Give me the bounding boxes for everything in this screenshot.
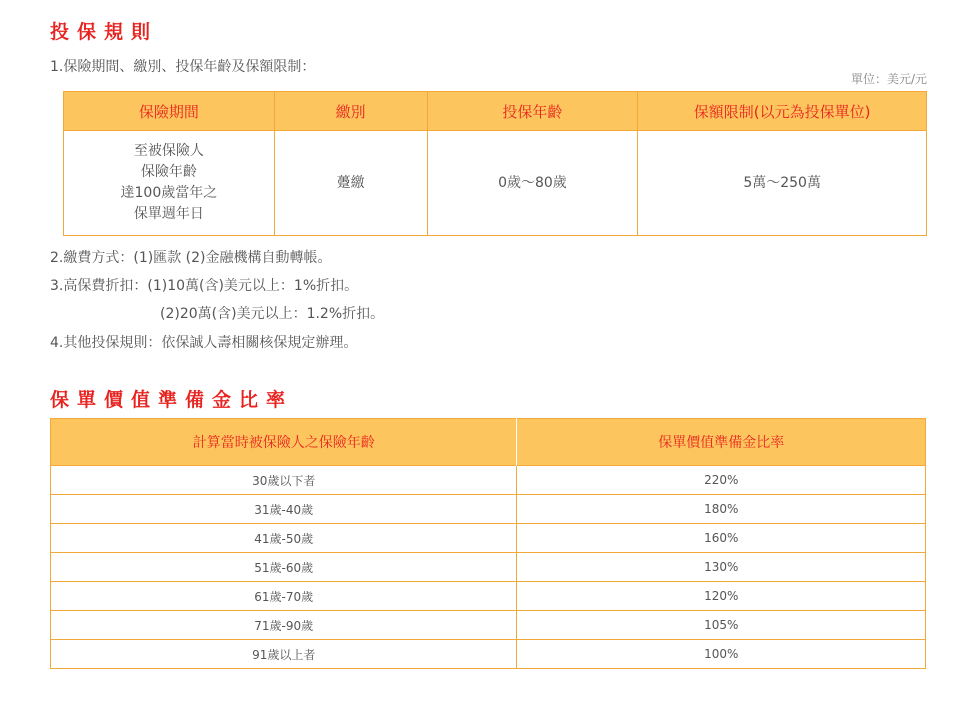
table-row	[51, 466, 926, 495]
table-row	[51, 640, 926, 669]
rules-intro: 1.保險期間、繳別、投保年齡及保額限制：	[50, 59, 316, 75]
payment-method-note: 2.繳費方式：(1)匯款 (2)金融機構自動轉帳。	[50, 250, 332, 266]
cell-reserve-ratio: 160%	[517, 524, 926, 553]
cell-reserve-ratio: 105%	[517, 611, 926, 640]
discount-note-1: 3.高保費折扣：(1)10萬(含)美元以上：1%折扣。	[50, 278, 359, 294]
header-payment: 繳別	[274, 92, 427, 131]
rules-table	[63, 91, 927, 236]
header-period: 保險期間	[64, 92, 275, 131]
cell-reserve-ratio: 220%	[517, 466, 926, 495]
rules-table-header-row	[64, 92, 927, 131]
table-row	[51, 611, 926, 640]
header-reserve-ratio: 保單價值準備金比率	[517, 419, 926, 466]
table-row	[51, 524, 926, 553]
cell-payment: 躉繳	[274, 131, 427, 236]
table-row	[51, 582, 926, 611]
table-row	[51, 495, 926, 524]
cell-insured-age: 30歲以下者	[51, 466, 517, 495]
cell-insured-age: 51歲-60歲	[51, 553, 517, 582]
other-rules-note: 4.其他投保規則：依保誠人壽相關核保規定辦理。	[50, 335, 358, 351]
cell-insured-age: 31歲-40歲	[51, 495, 517, 524]
cell-limit: 5萬～250萬	[638, 131, 927, 236]
cell-reserve-ratio: 180%	[517, 495, 926, 524]
header-age: 投保年齡	[427, 92, 638, 131]
period-line: 達100歲當年之	[120, 185, 218, 201]
period-line: 保險年齡	[140, 164, 197, 180]
table-row	[64, 131, 927, 236]
reserve-ratio-table	[50, 418, 926, 669]
cell-insured-age: 41歲-50歲	[51, 524, 517, 553]
cell-reserve-ratio: 130%	[517, 553, 926, 582]
cell-reserve-ratio: 120%	[517, 582, 926, 611]
reserve-table-body	[51, 466, 926, 669]
table-row	[51, 553, 926, 582]
header-limit: 保額限制(以元為投保單位)	[638, 92, 927, 131]
cell-period	[64, 131, 275, 236]
cell-age: 0歲～80歲	[427, 131, 638, 236]
section-title-reserve: 保單價值準備金比率	[50, 389, 294, 411]
cell-insured-age: 91歲以上者	[51, 640, 517, 669]
unit-note: 單位：美元/元	[850, 72, 927, 86]
cell-insured-age: 61歲-70歲	[51, 582, 517, 611]
period-line: 保單週年日	[133, 206, 204, 222]
cell-insured-age: 71歲-90歲	[51, 611, 517, 640]
period-line: 至被保險人	[133, 143, 204, 159]
reserve-table-header-row	[51, 419, 926, 466]
cell-reserve-ratio: 100%	[517, 640, 926, 669]
section-title-rules: 投保規則	[50, 21, 159, 43]
header-insured-age: 計算當時被保險人之保險年齡	[51, 419, 517, 466]
discount-note-2: (2)20萬(含)美元以上：1.2%折扣。	[160, 306, 385, 322]
